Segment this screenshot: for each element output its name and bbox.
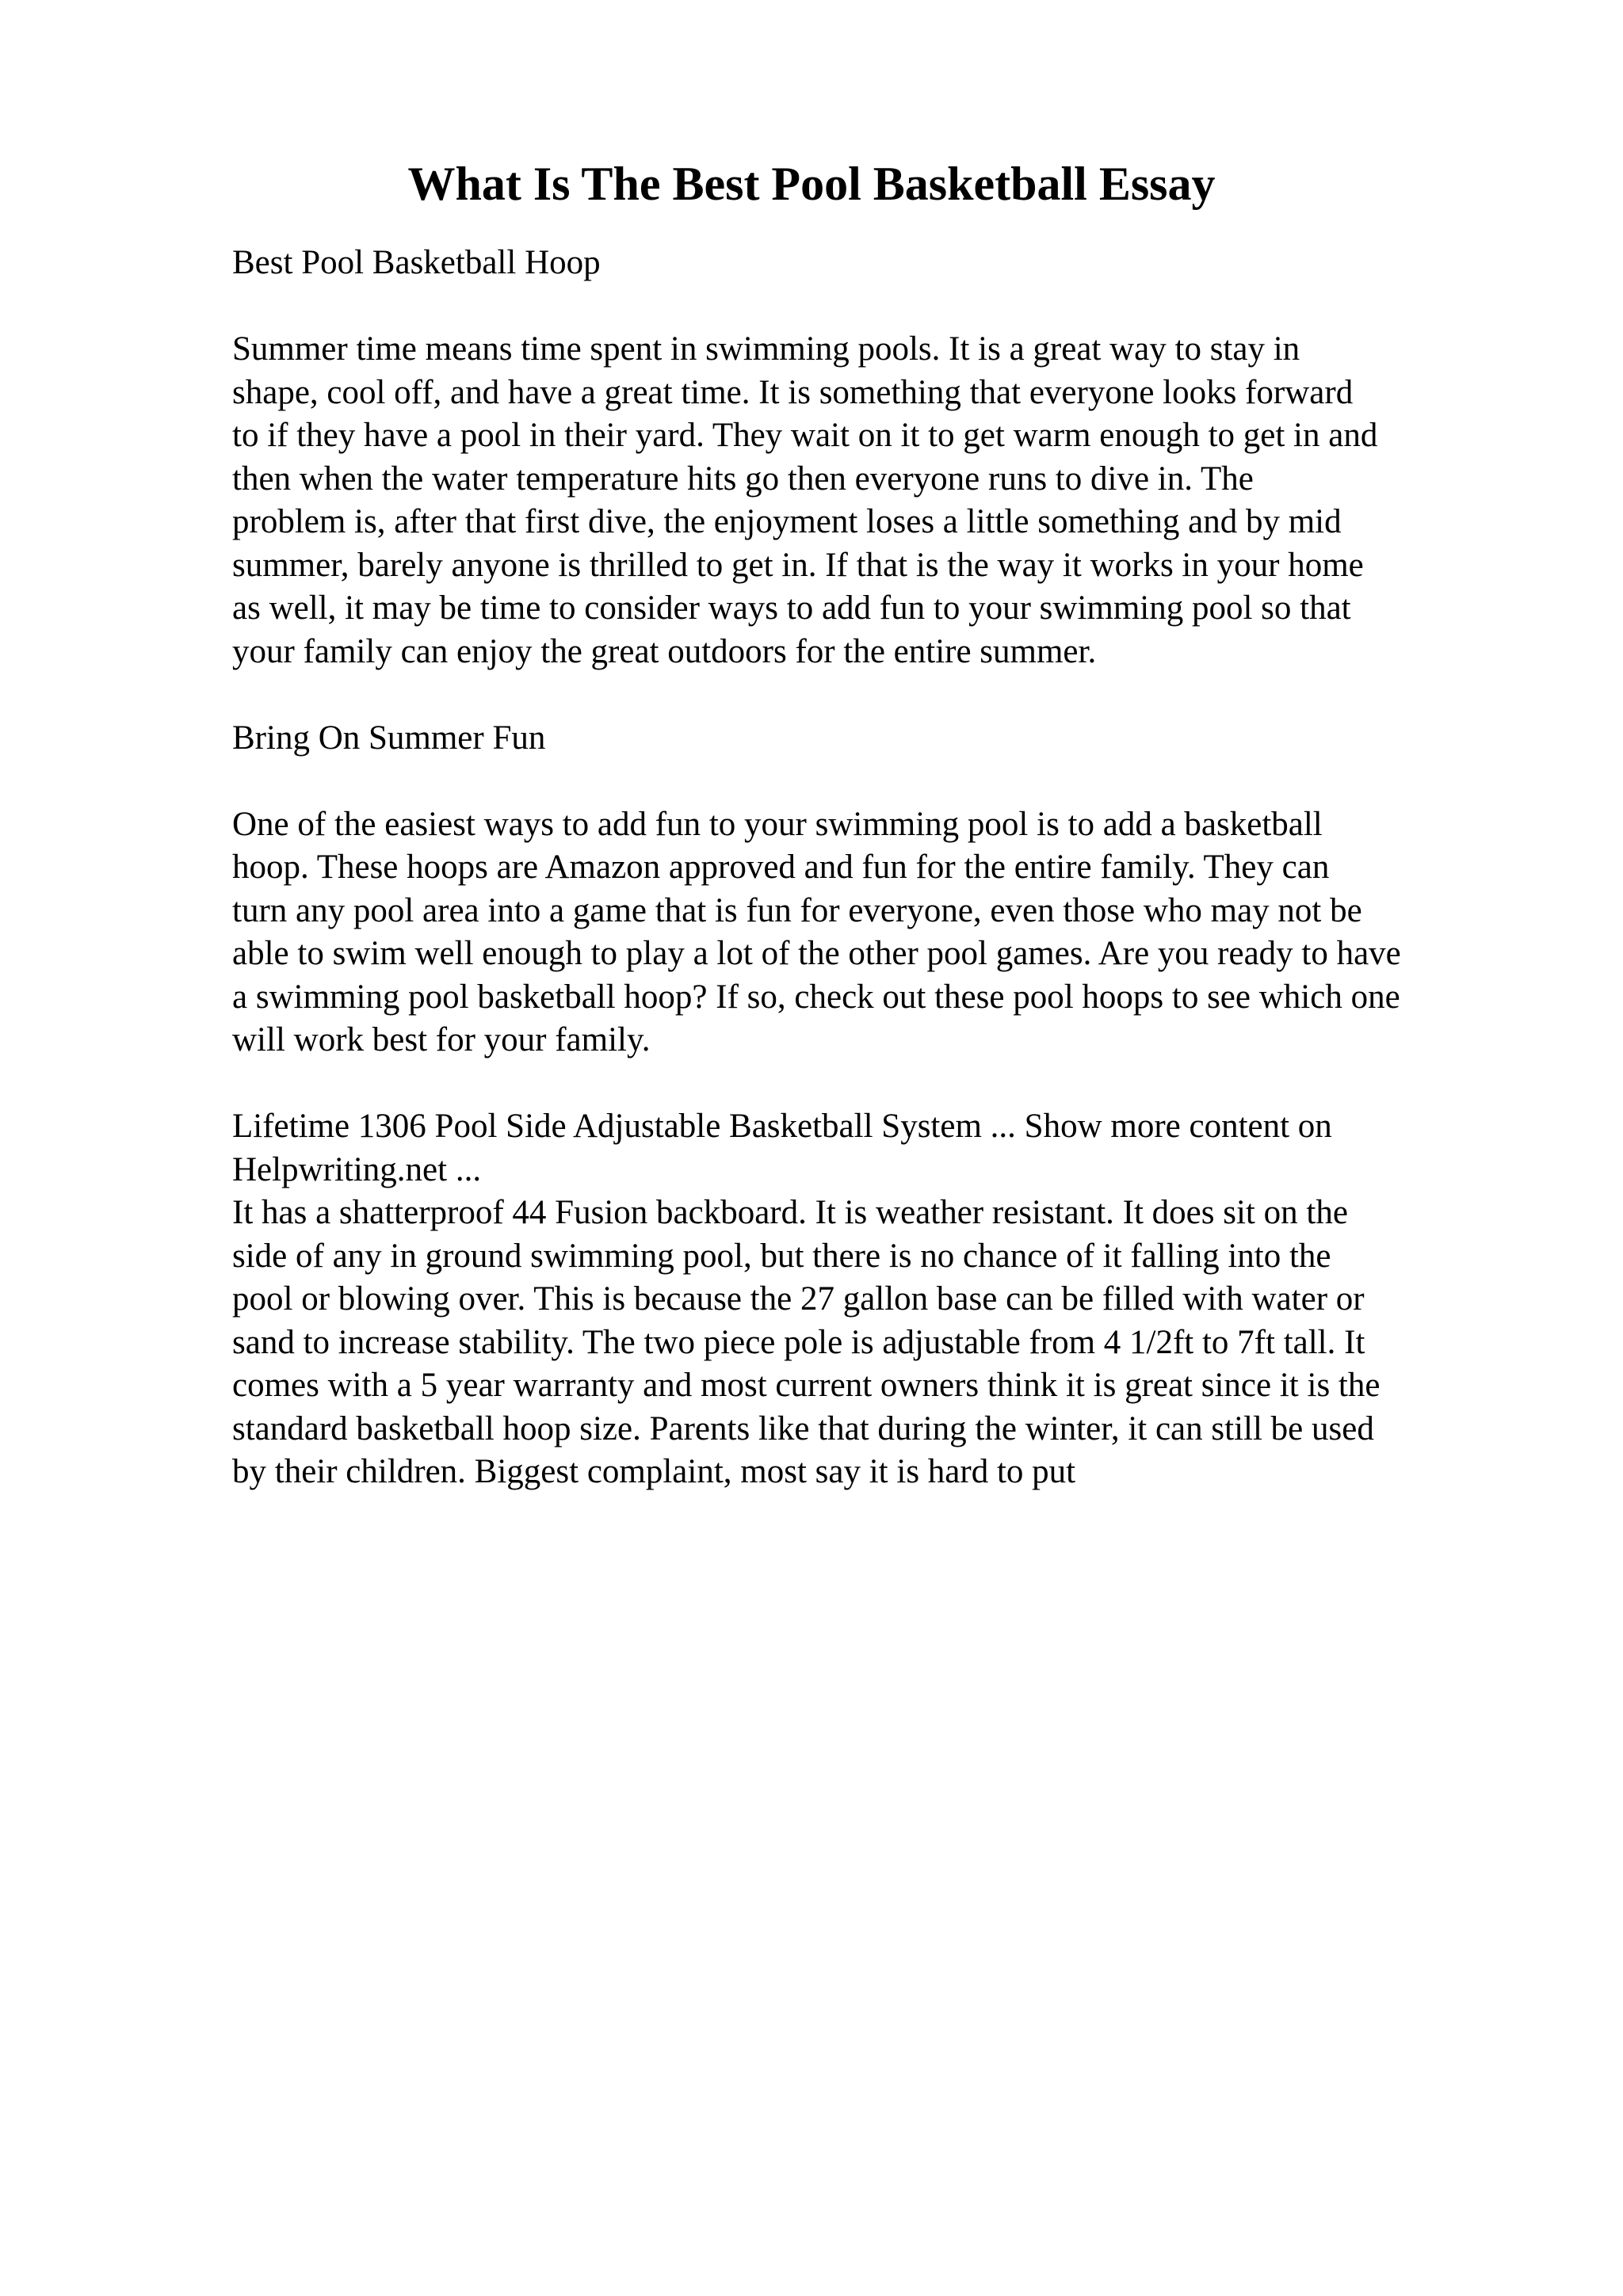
text-line: It has a shatterproof 44 Fusion backboard. It is weather resistant. It does sit on the: [232, 1194, 1348, 1231]
paragraph-easiest-ways: [232, 803, 1516, 1062]
paragraph-shatterproof-backboard: [232, 1192, 1516, 1494]
text-line: your family can enjoy the great outdoors for the entire summer.: [232, 632, 1097, 670]
section-heading-bring-on-summer-fun: Bring On Summer Fun: [232, 719, 546, 757]
text-line: problem is, after that first dive, the enjoyment loses a little something and by mid: [232, 503, 1342, 540]
text-line: to if they have a pool in their yard. They wait on it to get warm enough to get in and: [232, 417, 1378, 454]
section-heading-lifetime-1306: [232, 1105, 1516, 1192]
section-heading-best-pool-basketball-hoop: Best Pool Basketball Hoop: [232, 244, 601, 281]
text-line: will work best for your family.: [232, 1021, 651, 1058]
text-line: One of the easiest ways to add fun to your swimming pool is to add a basketball: [232, 805, 1323, 843]
text-line: then when the water temperature hits go then everyone runs to dive in. The: [232, 460, 1254, 498]
text-line: Helpwriting.net ...: [232, 1150, 482, 1188]
text-line: comes with a 5 year warranty and most current owners think it is great since it is the: [232, 1367, 1381, 1404]
paragraph-summer-time: [232, 328, 1516, 673]
text-line: a swimming pool basketball hoop? If so, check out these pool hoops to see which one: [232, 978, 1400, 1016]
text-line: turn any pool area into a game that is fun for everyone, even those who may not be: [232, 891, 1362, 929]
text-line: side of any in ground swimming pool, but there is no chance of it falling into the: [232, 1237, 1331, 1275]
text-line: summer, barely anyone is thrilled to get in. If that is the way it works in your home: [232, 546, 1364, 584]
document-title: What Is The Best Pool Basketball Essay: [407, 158, 1216, 210]
document-body: [232, 242, 1516, 1494]
text-line: shape, cool off, and have a great time. It is something that everyone looks forward: [232, 373, 1354, 411]
text-line: sand to increase stability. The two piece pole is adjustable from 4 1/2ft to 7ft tall. It: [232, 1323, 1365, 1361]
text-line: able to swim well enough to play a lot of the other pool games. Are you ready to have: [232, 935, 1401, 972]
text-line: hoop. These hoops are Amazon approved and fun for the entire family. They can: [232, 849, 1330, 886]
text-line: Lifetime 1306 Pool Side Adjustable Basketball System ... Show more content on: [232, 1108, 1332, 1145]
text-line: standard basketball hoop size. Parents like that during the winter, it can still be used: [232, 1409, 1374, 1447]
text-line: pool or blowing over. This is because the 27 gallon base can be filled with water or: [232, 1280, 1365, 1318]
text-line: as well, it may be time to consider ways to add fun to your swimming pool so that: [232, 589, 1351, 627]
text-line: Summer time means time spent in swimming pools. It is a great way to stay in: [232, 330, 1300, 368]
text-line: by their children. Biggest complaint, most say it is hard to put: [232, 1453, 1076, 1490]
